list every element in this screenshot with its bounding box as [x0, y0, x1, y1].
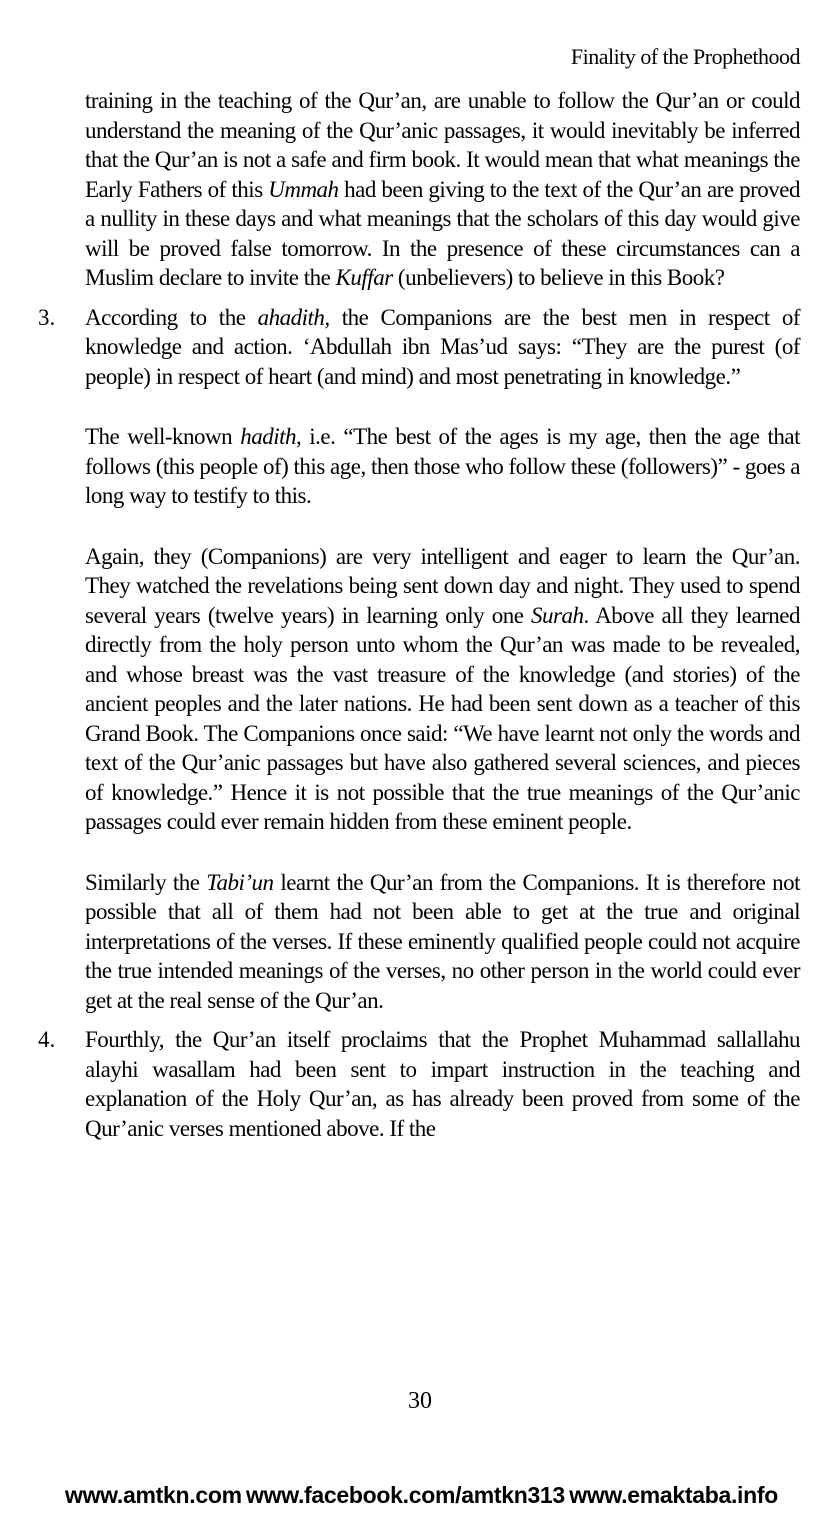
list-item-number: 3.: [38, 304, 56, 330]
text-run: . Above all they learned directly from the holy person unto whom the Qur’an was made to be revealed, and whose breast was the vast treasure of the knowledge (and stories) of the ancient peoples and the later nations. He had been sent down as a teacher of this Grand Book. The Companions once said: “We have learnt not only the words and text of the Qur’anic passages but have also gathered several sciences, and pieces of knowledge.” Hence it is not possible that the true meanings of the Qur’anic passages could ever remain hidden from these eminent people.: [85, 602, 801, 834]
footer-links: [65, 1482, 778, 1509]
running-header: Finality of the Prophethood: [570, 44, 800, 69]
text-run: The well-known: [85, 424, 241, 449]
footer-link-amtkn: www.amtkn.com: [65, 1482, 242, 1508]
paragraph: [85, 303, 800, 392]
italic-text-run: Tabi’un: [206, 869, 274, 895]
text-run: Again, they (Companions) are very intelligent and eager to learn the Qur’an. They watched the revelations being sent down day and night. They used to spend several years (twelve years) in learning only one: [85, 543, 800, 628]
document-body: [38, 86, 801, 1143]
footer-link-emaktaba: www.emaktaba.info: [569, 1482, 778, 1508]
paragraph: [85, 422, 800, 511]
list-item-number: 4.: [38, 1027, 56, 1052]
italic-text-run: hadith,: [240, 424, 302, 449]
paragraph-block: [85, 86, 800, 293]
paragraph: [85, 868, 800, 1016]
italic-text-run: ahadith,: [257, 304, 330, 330]
text-run: training in the teaching of the Qur’an, are unable to follow the Qur’an or could understand the meaning of the Qur’anic passages, it would inevitably be inferred that the Qur’an is not a safe and firm book. It would mean that what meanings the Early Fathers of this: [85, 88, 800, 202]
italic-text-run: Surah: [531, 602, 584, 628]
text-run: learnt the Qur’an from the Companions. It is therefore not possible that all of them had not been able to get at the true and original interpretations of the verses. If these eminently qualified people could not acquire the true intended meanings of the verses, no other person in the world could ever get at the real sense of the Qur’an.: [85, 869, 800, 1013]
page-number: 30: [408, 1388, 432, 1414]
text-run: the Companions are the best men in respect of knowledge and action. ‘Abdullah ibn Mas’ud says: “They are the purest (of people) in respect of heart (and mind) and most penetrating in knowledge.”: [85, 304, 800, 389]
paragraph: [85, 86, 800, 293]
text-run: (unbelievers) to believe in this Book?: [392, 265, 725, 290]
footer-link-facebook: www.facebook.com/amtkn313: [246, 1482, 565, 1508]
text-run: had been giving to the text of the Qur’an are proved a nullity in these days and what meanings that the scholars of this day would give will be proved false tomorrow. In the presence of these circumstances can a Muslim declare to invite the: [85, 176, 800, 290]
text-run: According to the: [85, 304, 258, 330]
numbered-list-item: [38, 303, 801, 1016]
text-run: i.e. “The best of the ages is my age, then the age that follows (this people of) this age, then those who follow these (followers)” - goes a long way to testify to this.: [85, 424, 800, 508]
paragraph: [85, 542, 800, 837]
paragraph: [85, 1025, 800, 1143]
italic-text-run: Ummah: [268, 176, 339, 202]
numbered-list-item: [38, 1025, 800, 1143]
text-run: Fourthly, the Qur’an itself proclaims that the Prophet Muhammad sallallahu alayhi wasallam had been sent to impart instruction in the teaching and explanation of the Holy Qur’an, as has already been proved from some of the Qur’anic verses mentioned above. If the: [85, 1027, 800, 1141]
text-run: Similarly the: [85, 869, 207, 895]
italic-text-run: Kuffar: [335, 265, 393, 290]
